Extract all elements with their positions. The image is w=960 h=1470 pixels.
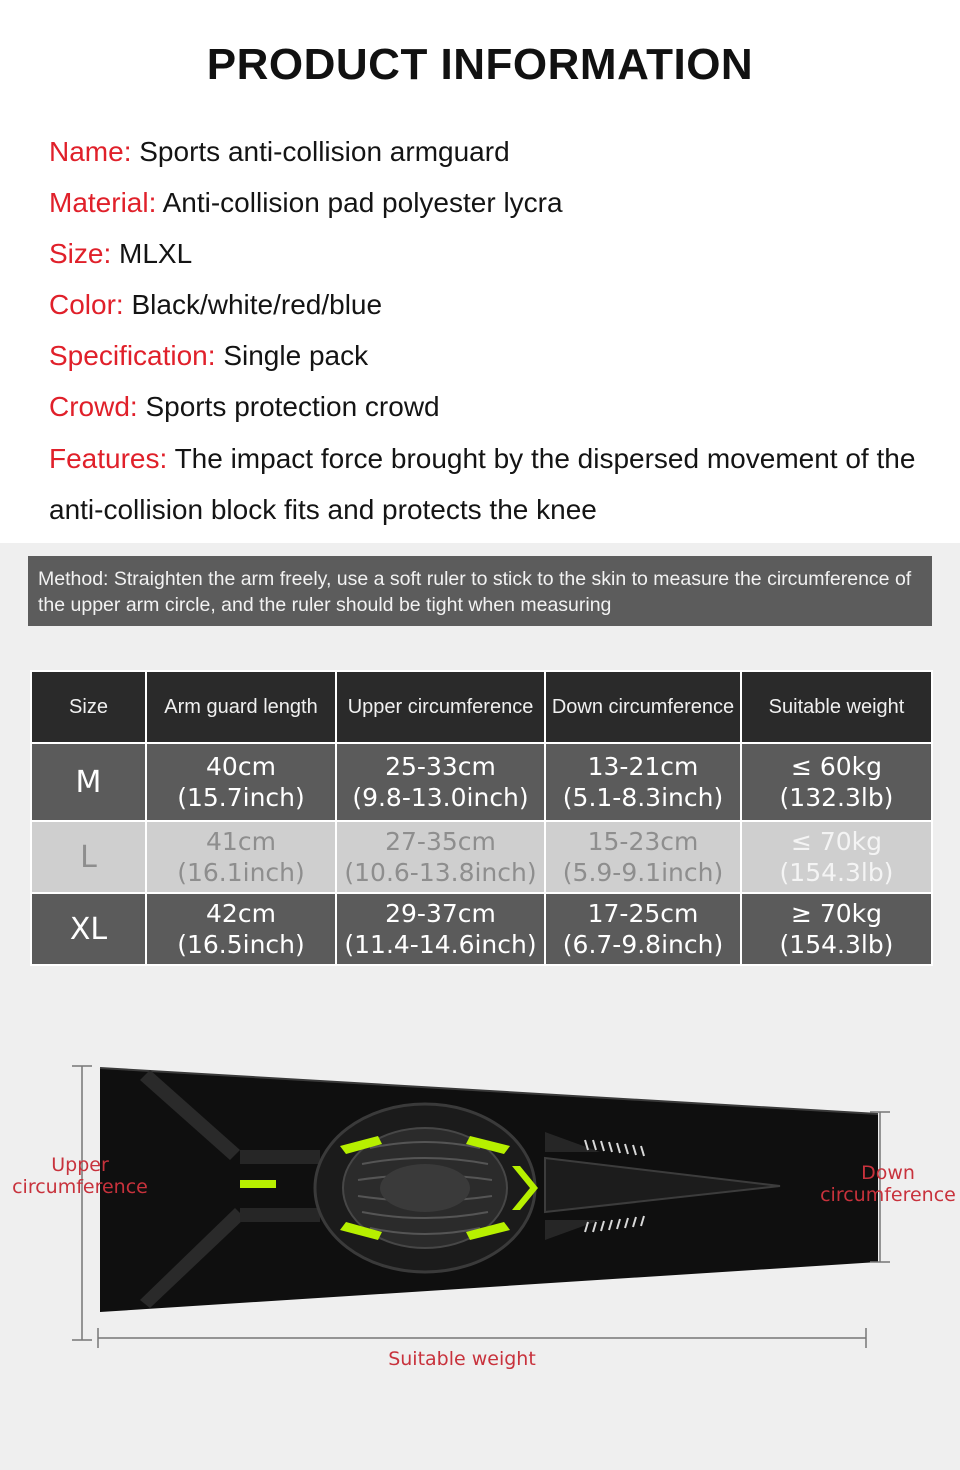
cell-inch: (16.1inch) (177, 858, 305, 887)
cell-kg: ≤ 70kg (790, 827, 883, 856)
column-header: Down circumference (545, 671, 741, 743)
info-label: Features: (49, 443, 168, 474)
info-value: Anti-collision pad polyester lycra (162, 187, 563, 218)
suitable-weight-label: Suitable weight (388, 1348, 536, 1370)
info-value: The impact force brought by the dispersed movement of the anti-collision block fits and protects the knee (49, 443, 916, 525)
armguard-illustration (0, 1040, 960, 1440)
info-value: Single pack (223, 340, 369, 371)
cell-inch: (5.1-8.3inch) (562, 783, 724, 812)
upper-cell (336, 893, 545, 965)
size-table (30, 670, 933, 966)
cell-kg: ≤ 60kg (790, 752, 883, 781)
down-circumference-label (818, 1162, 958, 1206)
cell-cm: 17-25cm (587, 899, 699, 928)
size-cell: L (31, 821, 146, 893)
info-row-material (49, 183, 929, 234)
method-banner: Method: Straighten the arm freely, use a soft ruler to stick to the skin to measure the circumference of the upper arm circle, and the ruler should be tight when measuring (28, 556, 932, 626)
cell-cm: 42cm (206, 899, 276, 928)
armguard-diagram (0, 1040, 960, 1440)
info-row-color (49, 285, 929, 336)
cell-lb: (132.3lb) (779, 783, 894, 812)
down-label-line1: Down (861, 1162, 915, 1184)
size-cell: XL (31, 893, 146, 965)
cell-inch: (16.5inch) (177, 930, 305, 959)
cell-cm: 40cm (206, 752, 276, 781)
product-info-list (49, 132, 929, 535)
upper-label-line1: Upper (51, 1154, 109, 1176)
column-header: Suitable weight (741, 671, 932, 743)
length-cell (146, 743, 336, 821)
info-value: Sports protection crowd (145, 391, 440, 422)
length-cell (146, 821, 336, 893)
weight-cell (741, 821, 932, 893)
page-title: PRODUCT INFORMATION (206, 40, 754, 89)
cell-inch: (11.4-14.6inch) (344, 930, 537, 959)
cell-cm: 29-37cm (385, 899, 496, 928)
length-cell (146, 893, 336, 965)
cell-cm: 25-33cm (385, 752, 496, 781)
down-label-line2: circumference (820, 1184, 956, 1206)
info-label: Material: (49, 187, 157, 218)
cell-cm: 27-35cm (385, 827, 496, 856)
info-row-specification (49, 336, 929, 387)
cell-cm: 41cm (206, 827, 276, 856)
column-header: Size (31, 671, 146, 743)
column-header: Upper circumference (336, 671, 545, 743)
info-value: Sports anti-collision armguard (139, 136, 510, 167)
info-label: Crowd: (49, 391, 138, 422)
column-header: Arm guard length (146, 671, 336, 743)
info-label: Size: (49, 238, 112, 269)
down-cell (545, 893, 741, 965)
info-row-size (49, 234, 929, 285)
down-cell (545, 821, 741, 893)
info-row-name (49, 132, 929, 183)
info-label: Name: (49, 136, 132, 167)
cell-lb: (154.3lb) (779, 930, 894, 959)
info-label: Color: (49, 289, 124, 320)
weight-cell (741, 893, 932, 965)
cell-cm: 15-23cm (587, 827, 699, 856)
upper-label-line2: circumference (12, 1176, 148, 1198)
table-row (31, 743, 932, 821)
info-row-crowd (49, 387, 929, 438)
table-row (31, 893, 932, 965)
info-value: MLXL (119, 238, 193, 269)
info-row-features (49, 433, 929, 535)
upper-cell (336, 821, 545, 893)
cell-lb: (154.3lb) (779, 858, 894, 887)
weight-cell (741, 743, 932, 821)
cell-inch: (6.7-9.8inch) (562, 930, 724, 959)
cell-inch: (15.7inch) (177, 783, 305, 812)
down-cell (545, 743, 741, 821)
table-row (31, 821, 932, 893)
info-label: Specification: (49, 340, 216, 371)
cell-inch: (9.8-13.0inch) (352, 783, 529, 812)
upper-circumference-label (10, 1154, 150, 1198)
upper-cell (336, 743, 545, 821)
cell-inch: (10.6-13.8inch) (344, 858, 537, 887)
cell-inch: (5.9-9.1inch) (562, 858, 724, 887)
cell-cm: 13-21cm (587, 752, 699, 781)
size-cell: M (31, 743, 146, 821)
info-value: Black/white/red/blue (131, 289, 383, 320)
table-header-row (31, 671, 932, 743)
cell-kg: ≥ 70kg (790, 899, 883, 928)
